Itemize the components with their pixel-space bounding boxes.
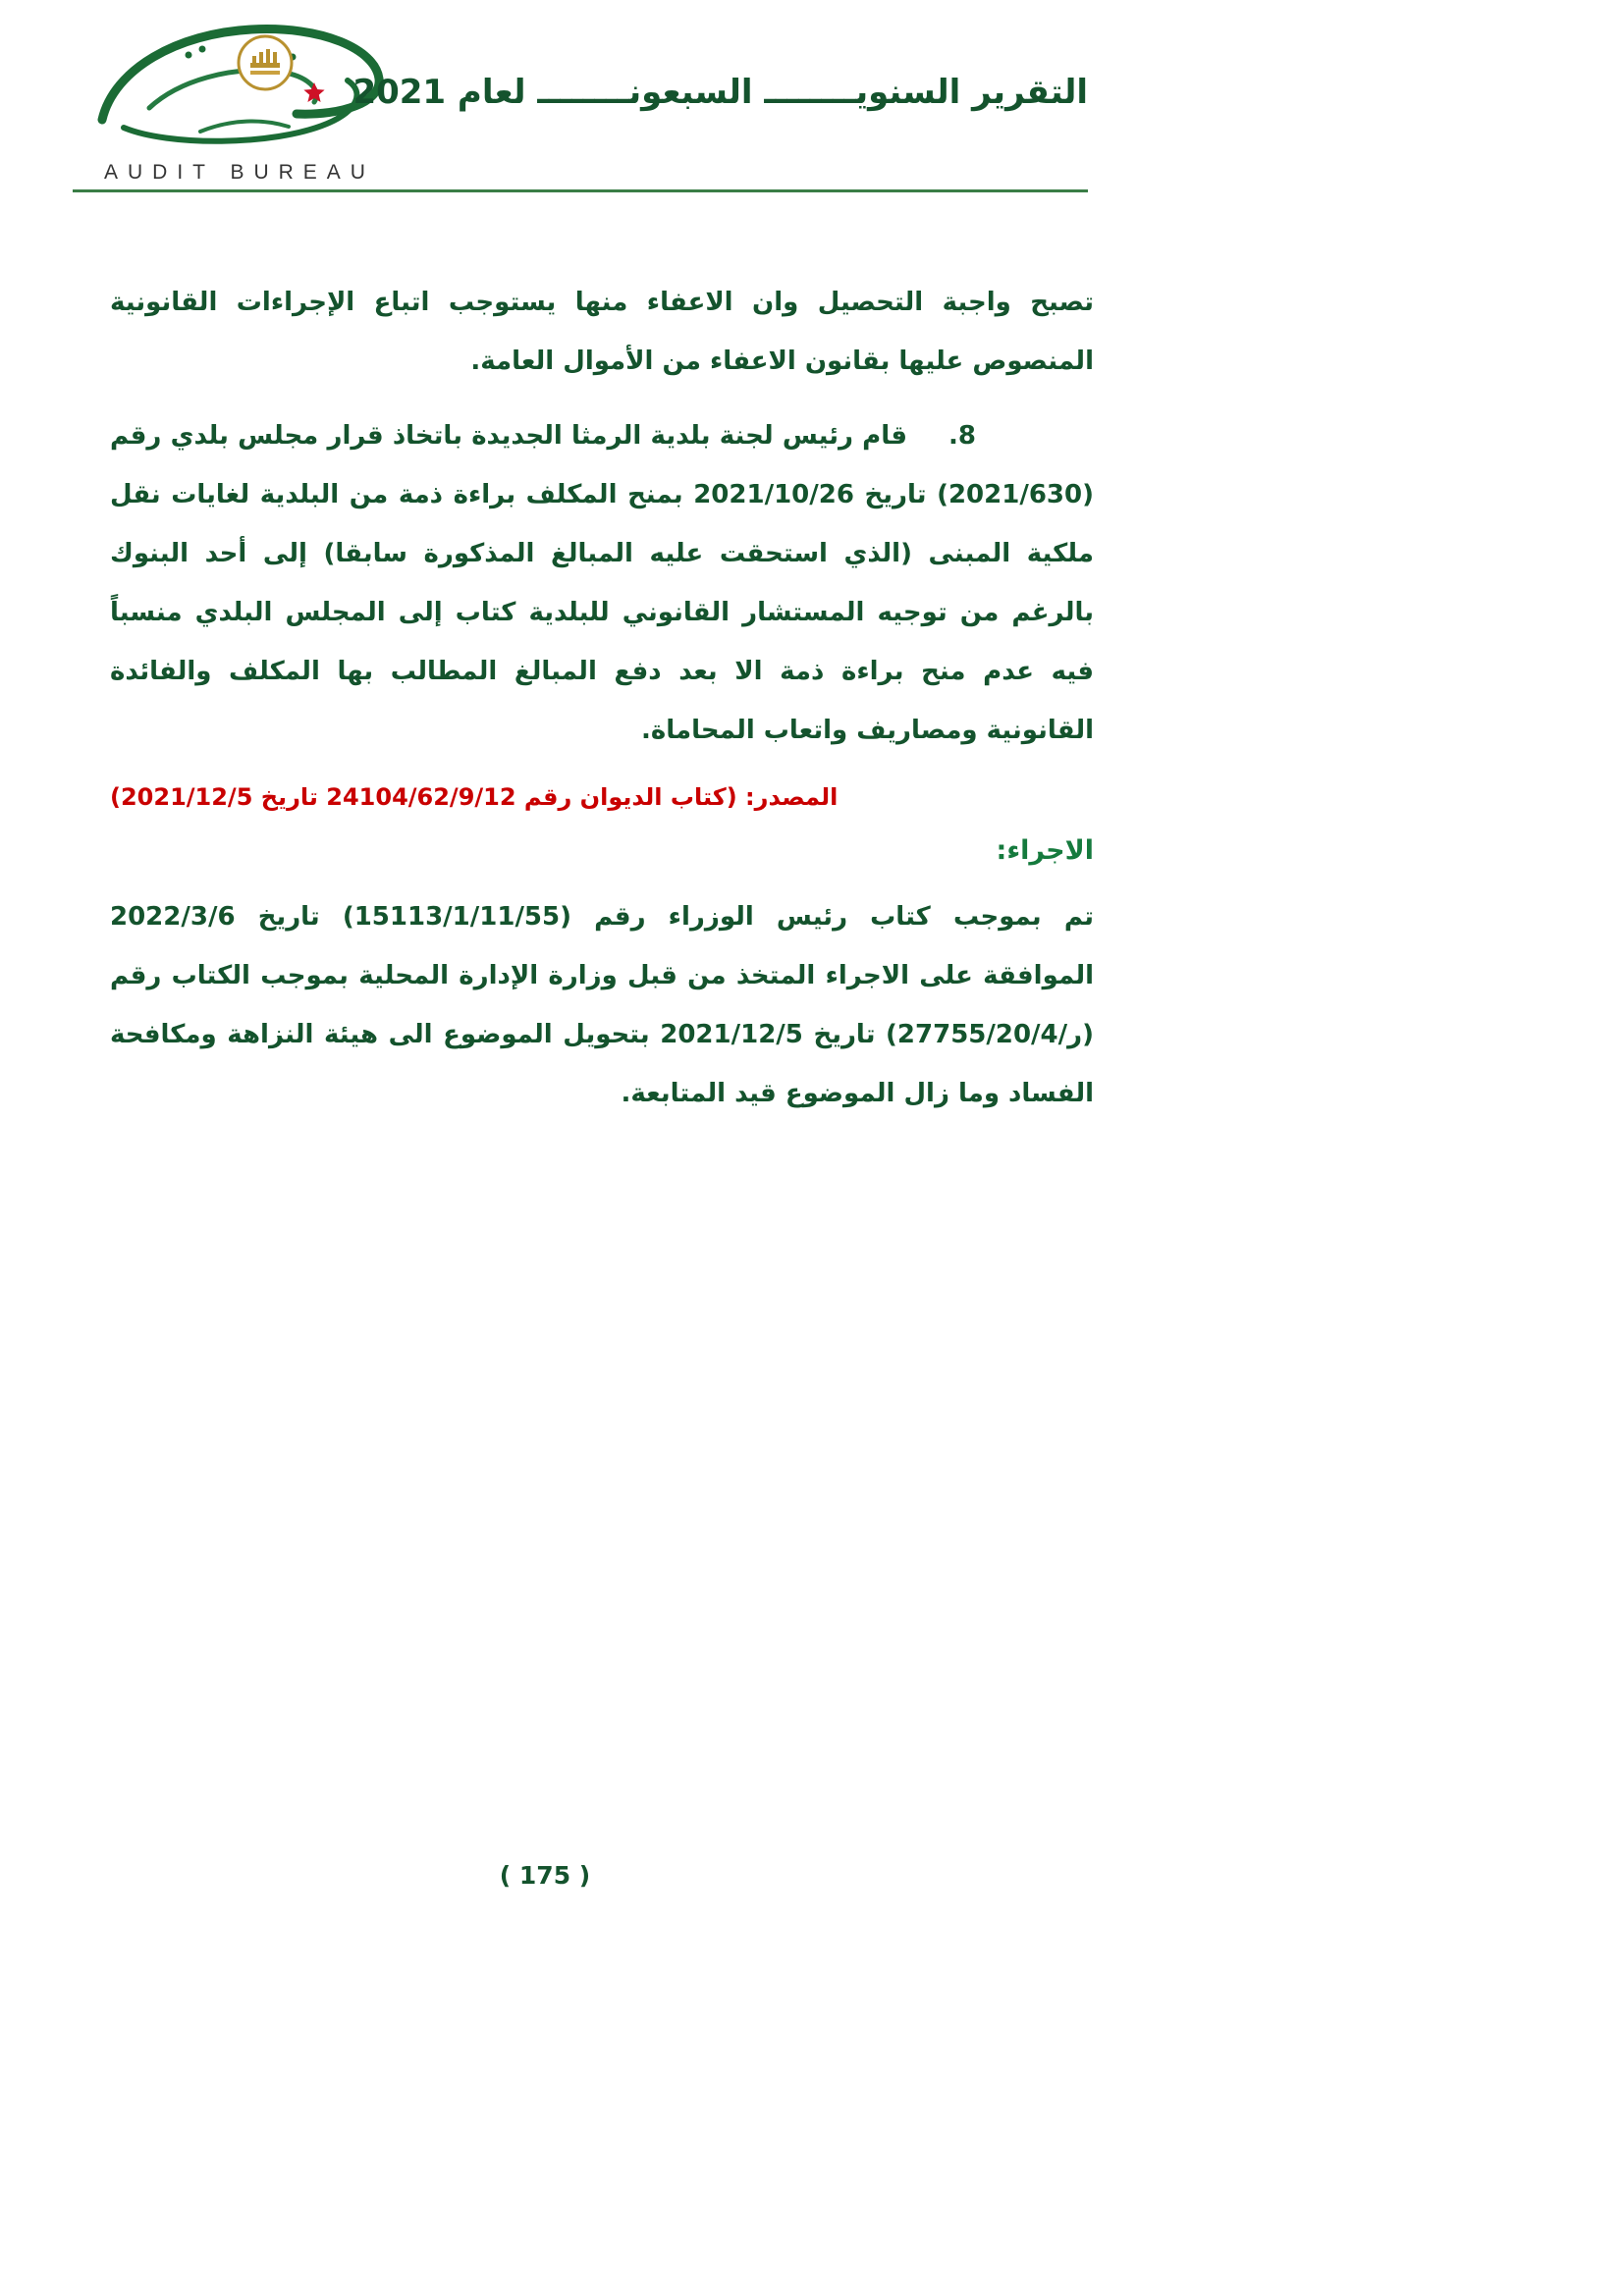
action-heading: الاجراء:	[996, 835, 1094, 866]
paragraph-continuation: تصبح واجبة التحصيل وان الاعفاء منها يستوجب اتباع الإجراءات القانونية المنصوص عليها بقانون الاعفاء من الأموال العامة.	[110, 288, 1094, 376]
page-number: ( 175 )	[499, 1861, 591, 1890]
numbered-item-8	[110, 406, 1094, 760]
list-item-number: 8.	[948, 421, 976, 451]
audit-bureau-logo	[84, 12, 395, 185]
list-item-text: قام رئيس لجنة بلدية الرمثا الجديدة باتخاذ قرار مجلس بلدي رقم (2021/630) تاريخ 2021/10/26 بمنح المكلف براءة ذمة من البلدية لغايات نقل ملكية المبنى (الذي استحقت عليه المبالغ المذكورة سابقا) إلى أحد البنوك بالرغم من توجيه المستشار القانوني للبلدية كتاب إلى المجلس البلدي منسباً فيه عدم منح براءة ذمة الا بعد دفع المبالغ المطالب بها المكلف والفائدة القانونية ومصاريف واتعاب المحاماة.	[110, 421, 1094, 745]
header-divider	[73, 189, 1088, 192]
logo-caption: AUDIT BUREAU	[104, 161, 375, 184]
action-paragraph: تم بموجب كتاب رئيس الوزراء رقم (15113/1/11/55) تاريخ 2022/3/6 الموافقة على الاجراء المتخذ من قبل وزارة الإدارة المحلية بموجب الكتاب رقم (ر/27755/20/4) تاريخ 2021/12/5 بتحويل الموضوع الى هيئة النزاهة ومكافحة الفساد وما زال الموضوع قيد المتابعة.	[110, 902, 1094, 1108]
source-reference-line: المصدر: (كتاب الديوان رقم 24104/62/9/12 تاريخ 2021/12/5)	[110, 783, 839, 811]
audit-bureau-calligraphy-icon	[84, 12, 395, 159]
page-content	[110, 273, 1094, 1139]
report-title: التقرير السنويــــــــ السبعونــــــــ لعام 2021	[352, 73, 1088, 112]
